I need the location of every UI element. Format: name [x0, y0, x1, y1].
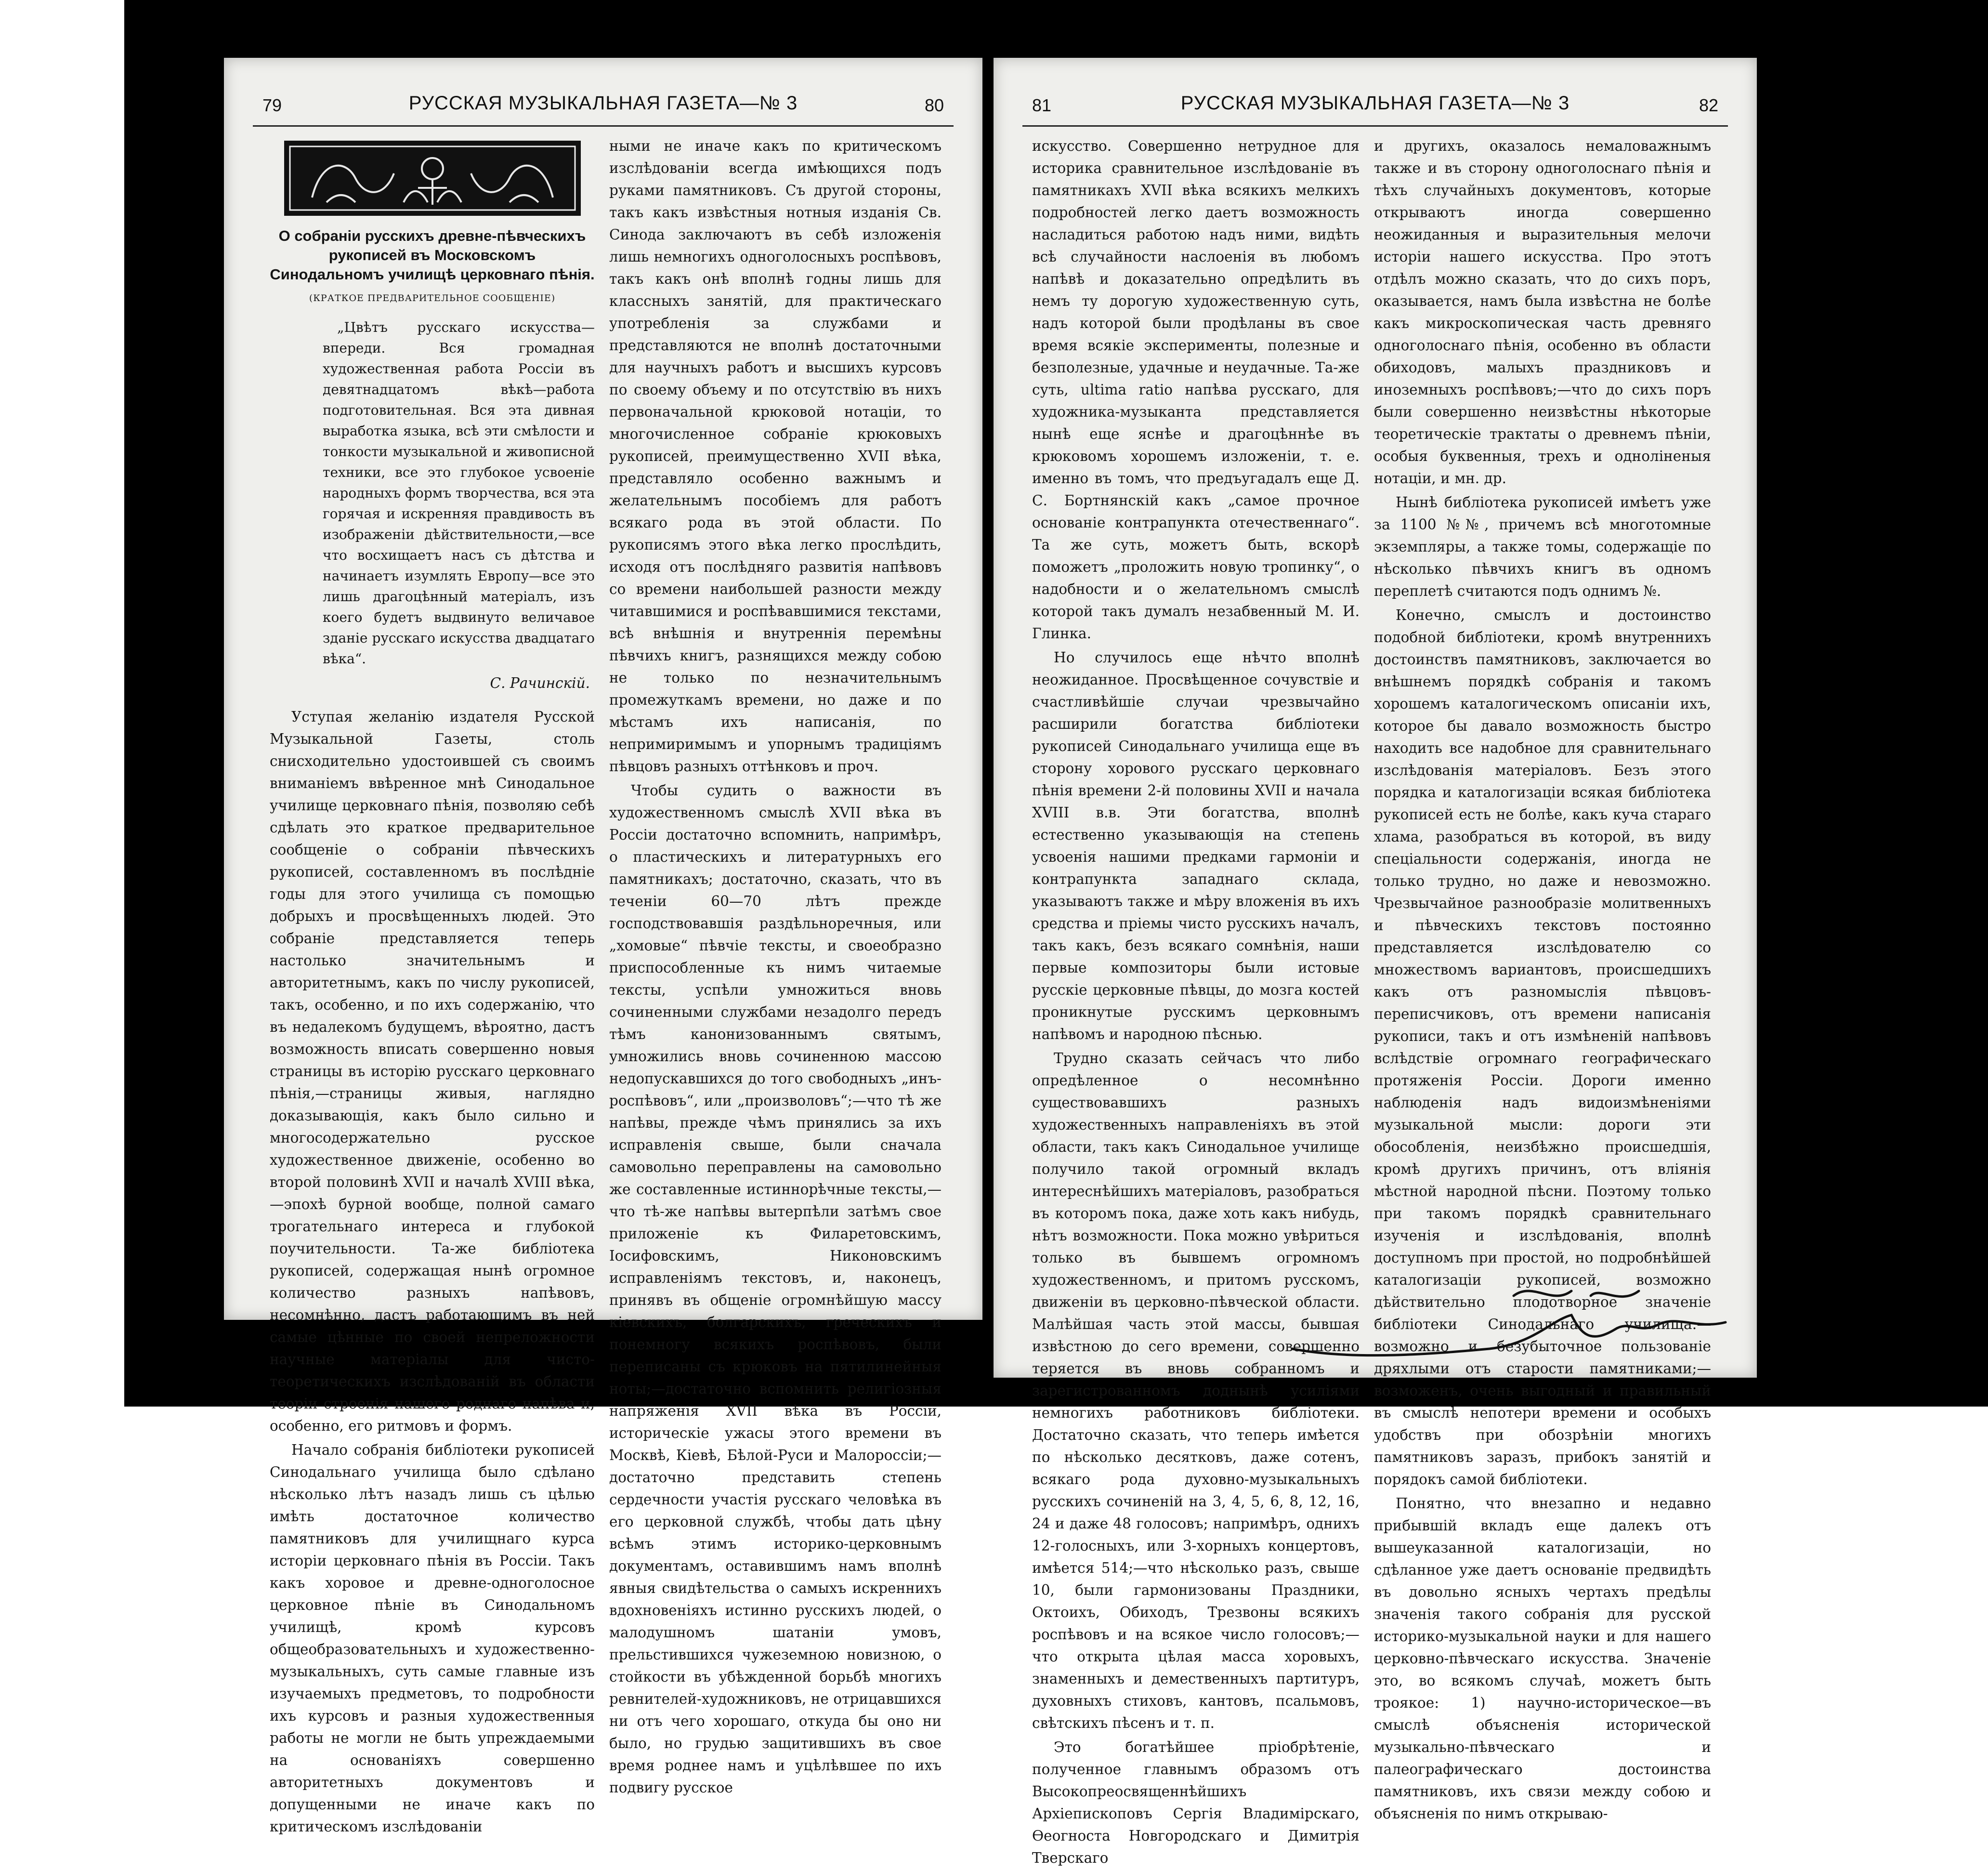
running-title: РУССКАЯ МУЗЫКАЛЬНАЯ ГАЗЕТА—№ 3 — [408, 92, 798, 114]
page-number-79: 79 — [262, 95, 282, 115]
left-page — [224, 58, 982, 1835]
right-page-column-2 — [1374, 135, 1711, 1822]
right-page-header — [1022, 92, 1728, 127]
left-page-column-2 — [609, 135, 942, 1796]
paragraph: Но случилось еще нѣчто вполнѣ неожиданное. Просвѣщенное сочувствіе и счастливѣйшіе случаи чрезвычайно расширили богатства библіотеки рукописей Синодальнаго училища еще въ сторону хорового русскаго церковнаго пѣнія времени 2-й половины XVII и начала XVIII в.в. Эти богатства, вполнѣ естественно указывающія на степень усвоенія нашими предками гармоніи и контрапункта западнаго склада, указываютъ также и мѣру вложенія въ ихъ средства и пріемы чисто русскихъ началъ, такъ какъ, безъ всякаго сомнѣнія, наши первые композиторы были истовые русскіе церковные пѣвцы, до мозга костей проникнутые русскимъ церковнымъ напѣвомъ и народною пѣснью. — [1032, 649, 1360, 1042]
page-number-80: 80 — [924, 95, 944, 115]
page-number-82: 82 — [1699, 95, 1718, 115]
paragraph: ными не иначе какъ по критическомъ изслѣдованіи всегда имѣющихся подъ руками памятниковъ. Съ другой стороны, такъ какъ извѣстныя нотныя изданія Св. Синода заключаютъ въ себѣ изложенія лишь немногихъ одноголосныхъ роспѣвовъ, такъ какъ онѣ вполнѣ годны лишь для классныхъ занятій, для практическаго употребленія за службами и представляются не вполнѣ достаточными для научныхъ работъ и высшихъ курсовъ по своему объему и по отсутствію въ нихъ первоначальной крюковой нотаціи, то многочисленное собраніе крюковыхъ рукописей, преимущественно XVII вѣка, представляло особенно важнымъ и желательнымъ пособіемъ для работъ всякаго рода въ этой области. По рукописямъ этого вѣка легко прослѣдить, исходя отъ послѣдняго развитія напѣвовъ со времени наибольшей разности между читавшимися и роспѣвавшимися текстами, всѣ внѣшнія и внутреннія перемѣны пѣвчихъ книгъ, разнящихся между собою не только по незначительнымъ промежуткамъ времени, но даже и по мѣстамъ ихъ написанія, по непримиримымъ и упорнымъ традиціямъ пѣвцовъ разныхъ оттѣнковъ и проч. — [609, 138, 942, 775]
handwritten-scribble — [1282, 1277, 1740, 1382]
page-number-81: 81 — [1032, 95, 1052, 115]
ornamental-headpiece — [283, 140, 582, 217]
paragraph: Трудно сказать сейчасъ что либо опредѣленное о несомнѣнно существовавшихъ разныхъ художественныхъ направленіяхъ въ этой области, такъ какъ Синодальное училище получило такой огромный вкладъ интереснѣйшихъ матеріаловъ, разобраться въ которомъ пока, даже хоть какъ нибудь, нѣтъ возможности. Пока можно увѣриться только въ бывшемъ огромномъ художественномъ, и притомъ русскомъ, движеніи въ церковно-пѣвческой области. Малѣйшая часть этой массы, бывшая извѣстною до сего времени, совершенно теряется въ вновь собранномъ и зарегистрованномъ доднынѣ усиліями немногихъ работниковъ библіотеки. Достаточно сказать, что теперь имѣется по нѣсколько десятковъ, даже сотенъ, всякаго рода духовно-музыкальныхъ русскихъ сочиненій на 3, 4, 5, 6, 8, 12, 16, 24 и даже 48 голосовъ; напримѣръ, однихъ 12-голосныхъ, или 3-хорныхъ концертовъ, имѣется 514;—что нѣсколько разъ, свыше 10, были гармонизованы Праздники, Октоихъ, Обиходъ, Трезвоны всякихъ роспѣвовъ и на всякое число голосовъ;—что открыта цѣлая масса хоровыхъ, знаменныхъ и демественныхъ партитуръ, духовныхъ стиховъ, кантовъ, псальмовъ, свѣтскихъ пѣсенъ и т. п. — [1032, 1050, 1360, 1731]
paragraph: Это богатѣйшее пріобрѣтеніе, полученное главнымъ образомъ отъ Высокопреосвященнѣйшихъ Архіепископовъ Сергія Владимірскаго, Ѳеогноста Новгородскаго и Димитрія Тверскаго — [1032, 1739, 1360, 1866]
epigraph: „Цвѣтъ русскаго искусства—впереди. Вся громадная художественная работа Россіи въ девятнадцатомъ вѣкѣ—работа подготовительная. Вся эта дивная выработка языка, всѣ эти смѣлости и тонкости музыкальной и живописной техники, все это глубокое усвоеніе народныхъ формъ творчества, вся эта горячая и искренняя правдивость въ изображеніи дѣйствительности,—все что восхищаетъ насъ съ дѣтства и начинаетъ изумлять Европу—все это лишь драгоцѣнный матеріалъ, изъ коего будетъ выдвинуто величавое зданіе русскаго искусства двадцатаго вѣка“. — [323, 319, 595, 667]
right-page — [994, 58, 1757, 1866]
paragraph: и другихъ, оказалось немаловажнымъ также и въ сторону одноголоснаго пѣнія и тѣхъ случайныхъ документовъ, которые открываютъ иногда совершенно неожиданныя и выразительныя мелочи исторіи нашего искусства. Про этотъ отдѣлъ можно сказать, что до сихъ поръ, оказывается, намъ была извѣстна не болѣе какъ микроскопическая часть древняго одноголоснаго пѣнія, особенно въ области обиходовъ, малыхъ праздниковъ и иноземныхъ роспѣвовъ;—что до сихъ поръ были совершенно неизвѣстны нѣкоторые теоретическіе трактаты о древнемъ пѣніи, особыя буквенныя, трехъ и одноліненыя нотаціи, и мн. др. — [1374, 138, 1711, 487]
article-title: О собраніи русскихъ древне-пѣвческихъ рукописей въ Московскомъ Синодальномъ училищѣ церковнаго пѣнія. — [270, 227, 595, 283]
paragraph: Конечно, смыслъ и достоинство подобной библіотеки, кромѣ внутреннихъ достоинствъ памятниковъ, заключается во внѣшнемъ порядкѣ собранія и такомъ хорошемъ каталогическомъ описаніи ихъ, которое бы давало возможность быстро находить все надобное для сравнительнаго изслѣдованія матеріаловъ. Безъ этого порядка и каталогизаціи всякая библіотека рукописей есть не болѣе, какъ куча стараго хлама, разобраться въ которой, въ виду спеціальности содержанія, иногда не только трудно, но даже и невозможно. Чрезвычайное разнообразіе молитвенныхъ и пѣвческихъ текстовъ постоянно представляется изслѣдователю со множествомъ вариантовъ, происшедшихъ какъ отъ разномыслія пѣвцовъ-переписчиковъ, отъ времени написанія рукописи, такъ и отъ измѣненій напѣвовъ вслѣдствіе огромнаго географическаго протяженія Россіи. Дороги именно наблюденія надъ видоизмѣненіями музыкальной мысли: дороги эти обособленія, неизбѣжно происшедшія, кромѣ другихъ причинъ, отъ вліянія мѣстной народной пѣсни. Поэтому только при такомъ порядкѣ сравнительнаго изученія и изслѣдованія, вполнѣ доступномъ при простой, но подробнѣйшей каталогизаціи рукописей, возможно дѣйствительно плодотворное значеніе библіотеки Синодальнаго училища:—возможно и безубыточное пользованіе дряхлыми отъ старости памятниками;—возможенъ, очень выгодный и правильный въ смыслѣ непотери времени и особыхъ удобствъ при обозрѣніи многихъ памятниковъ заразъ, прибокъ занятій и порядокъ самой библіотеки. — [1374, 607, 1711, 1487]
epigraph-author: С. Рачинскій. — [490, 675, 590, 691]
paragraph: Нынѣ библіотека рукописей имѣетъ уже за 1100 №№, причемъ всѣ многотомные экземпляры, а также томы, содержащіе по нѣсколько пѣвчихъ книгъ въ одномъ переплетѣ считаются подъ однимъ №. — [1374, 494, 1711, 599]
paragraph: Начало собранія библіотеки рукописей Синодальнаго училища было сдѣлано нѣсколько лѣтъ назадъ лишь съ цѣлью имѣть достаточное количество памятниковъ для училищнаго курса исторіи церковнаго пѣнія въ Россіи. Такъ какъ хоровое и древне-одноголосное церковное пѣніе въ Синодальномъ училищѣ, кромѣ курсовъ общеобразовательныхъ и художественно-музыкальныхъ, суть самые главные изъ изучаемыхъ предметовъ, то подробности ихъ курсовъ и разныя художественныя работы не могли не быть упреждаемыми на основаніяхъ совершенно авторитетныхъ документовъ и допущенными не иначе какъ по критическомъ изслѣдованіи — [270, 1442, 595, 1835]
left-page-column-1 — [270, 135, 595, 1835]
left-page-header — [253, 92, 954, 127]
paragraph: Уступая желанію издателя Русской Музыкальной Газеты, столь снисходительно удостоившей съ своимъ вниманіемъ ввѣренное мнѣ Синодальное училище церковнаго пѣнія, позволяю себѣ сдѣлать это краткое предварительное сообщеніе о собраніи пѣвческихъ рукописей, составленномъ въ послѣдніе годы для этого училища съ помощью добрыхъ и просвѣщенныхъ людей. Это собраніе представляется теперь настолько значительнымъ и авторитетнымъ, какъ по числу рукописей, такъ, особенно, и по ихъ содержанію, что въ недалекомъ будущемъ, вѣроятно, дастъ возможность вписать совершенно новыя страницы въ исторію русскаго церковнаго пѣнія,—страницы живыя, наглядно доказывающія, какъ было сильно и многосодержательно русское художественное движеніе, особенно во второй половинѣ XVII и началѣ XVIII вѣка,—эпохѣ бурной вообще, полной самаго трогательнаго интереса и глубокой поучительности. Та-же библіотека рукописей, содержащая нынѣ огромное количество разныхъ напѣвовъ, несомнѣнно, дастъ работающимъ въ ней самые цѣнные по своей непреложности научные матеріалы для чисто-теоретическихъ изслѣдованій въ области теоріи строенія нашего роднаго напѣва и, особенно, его ритмовъ и формъ. — [270, 709, 595, 1434]
paragraph: Понятно, что внезапно и недавно прибывшій вкладъ еще далекъ отъ вышеуказанной каталогизаціи, но сдѣланное уже даетъ основаніе предвидѣть въ довольно ясныхъ чертахъ предѣлы значенія такого собранія для русской историко-музыкальной науки и для нашего церковно-пѣвческаго искусства. Значеніе это, во всякомъ случаѣ, можетъ быть троякое: 1) научно-историческое—въ смыслѣ объясненія исторической музыкально-пѣвческаго и палеографическаго достоинства памятниковъ, ихъ связи между собою и объясненія по нимъ открываю- — [1374, 1495, 1711, 1822]
paragraph: искусство. Совершенно нетрудное для историка сравнительное изслѣдованіе въ памятникахъ XVII вѣка всякихъ мелкихъ подробностей легко даетъ возможность насладиться работою надъ ними, видѣть всѣ случайности наслоенія въ любомъ напѣвѣ и доказательно опредѣлить въ немъ ту дорогую художественную суть, надъ которой были продѣланы въ свое время всякіе эксперименты, полезные и безполезные, удачные и неудачные. Та-же суть, ultima ratio напѣва русскаго, для художника-музыканта представляется нынѣ еще яснѣе и драгоцѣннѣе въ крюковомъ хорошемъ изложеніи, т. е. именно въ томъ, что предъугадалъ еще Д. С. Бортнянскій какъ „самое прочное основаніе контрапункта отечественнаго“. Та же суть, можетъ быть, вскорѣ поможетъ „проложить новую тропинку“, о надобности и о желательномъ смыслѣ которой такъ думалъ незабвенный М. И. Глинка. — [1032, 138, 1360, 642]
right-page-column-1 — [1032, 135, 1360, 1866]
article-subtitle: (КРАТКОЕ ПРЕДВАРИТЕЛЬНОЕ СООБЩЕНІЕ) — [309, 293, 556, 303]
running-title: РУССКАЯ МУЗЫКАЛЬНАЯ ГАЗЕТА—№ 3 — [1180, 92, 1570, 114]
paragraph: Чтобы судить о важности въ художественномъ смыслѣ XVII вѣка въ Россіи достаточно вспомнить, напримѣръ, о пластическихъ и литературныхъ его памятникахъ; достаточно, сказать, что въ теченіи 60—70 лѣтъ прежде господствовавшія раздѣльноречныя, или „хомовые“ пѣвчіе тексты, и своеобразно приспособленные къ нимъ читаемые тексты, успѣли умножиться вновь сочиненными службами незадолго передъ тѣмъ канонизованнымъ святымъ, умножились вновь сочиненною массою недопускавшихся до того свободныхъ „инъ-роспѣвовъ“, или „произволовъ“;—что тѣ же напѣвы, прежде чѣмъ принялись за ихъ исправленія свыше, были сначала самовольно переправлены на самовольно же составленные истиннорѣчные тексты,—что тѣ-же напѣвы вытерпѣли затѣмъ свое приложеніе къ Филаретовскимъ, Іосифовскимъ, Никоновскимъ исправленіямъ текстовъ, и, наконецъ, принявъ въ общеніе огромнѣйшую массу кіевскихъ, болгарскихъ, греческихъ и понемногу всякихъ роспѣвовъ, были переписаны съ крюковъ на пятилинейныя ноты;—достаточно вспомнить религіозныя напряженія XVII вѣка въ Россіи, историческіе ужасы этого времени въ Москвѣ, Кіевѣ, Бѣлой-Руси и Малороссіи;—достаточно представить степень сердечности участія русскаго человѣка въ его церковной службѣ, чтобы дать цѣну всѣмъ этимъ историко-церковнымъ документамъ, оставившимъ намъ вполнѣ явныя свидѣтельства о самыхъ искреннихъ вдохновеніяхъ истинно русскихъ людей, о малодушномъ шатаніи умовъ, прельстившихся чужеземною новизною, о стойкости въ убѣжденной борьбѣ многихъ ревнителей-художниковъ, не отрицавшихся ни отъ чего хорошаго, откуда бы оно ни было, но грудью защитившихъ въ свое время роднее намъ и уцѣлѣвшее по ихъ подвигу русское — [609, 782, 942, 1796]
